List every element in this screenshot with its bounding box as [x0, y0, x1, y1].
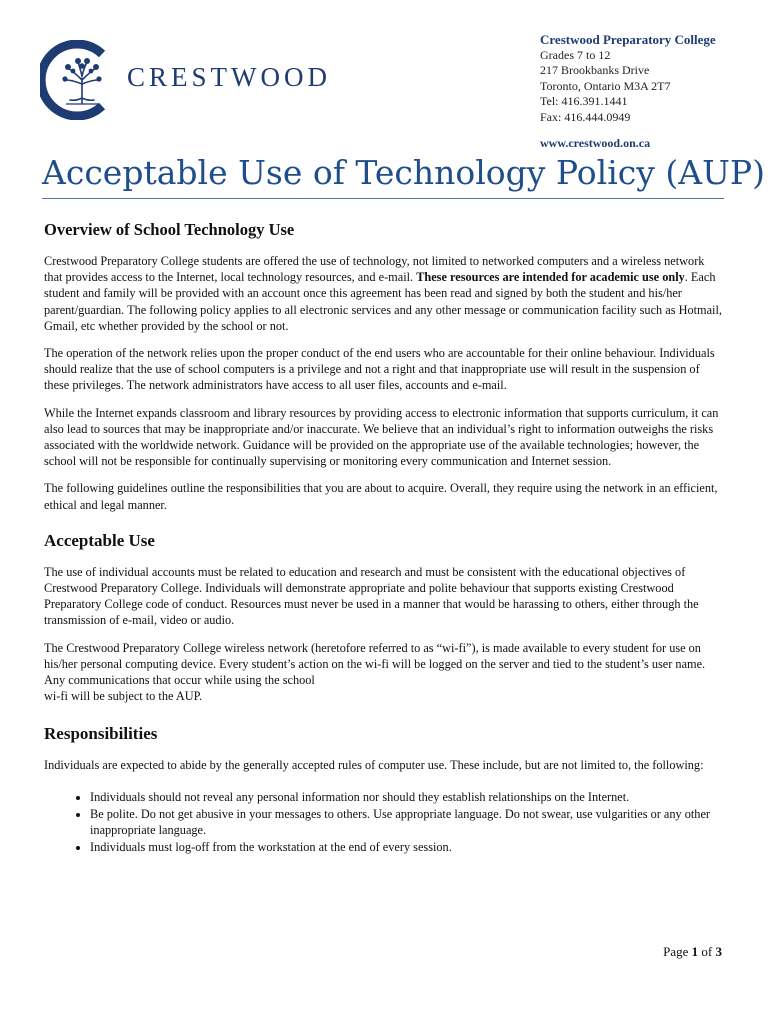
acceptable-use-p2-end: wi-fi will be subject to the AUP. [44, 689, 203, 704]
acceptable-use-paragraph-2 [44, 640, 724, 705]
grades-line: Grades 7 to 12 [540, 47, 611, 62]
document-body [44, 210, 724, 856]
overview-paragraph-3: While the Internet expands classroom and library resources by providing access to electronic information that supports curriculum, it can also lead to sources that may be inappropriate and/or inaccurate. We believe that an individual’s right to information outweighs the risks associated with the worldwide network. Guidance will be provided on the appropriate use of the available technologies; however, the school will not be responsible for continually supervising or monitoring every communication and Internet session. [44, 405, 719, 469]
acceptable-use-paragraph-1: The use of individual accounts must be related to education and research and must be consistent with the educational objectives of Crestwood Preparatory College. Individuals will demonstrate appropriate and polite behaviour that supports existing Crestwood Preparatory College code of conduct. Resources must never be used in a manner that would be harassing to others, either through the transmission of e-mail, video or audio. [44, 564, 699, 628]
address-line-1: 217 Brookbanks Drive [540, 63, 650, 77]
total-pages: 3 [715, 944, 722, 959]
overview-paragraph-1 [44, 253, 724, 334]
fax-line: Fax: 416.444.0949 [540, 109, 631, 124]
current-page: 1 [691, 944, 699, 959]
acceptable-use-heading: Acceptable Use [44, 530, 155, 550]
contact-block [540, 32, 716, 125]
telephone-line: Tel: 416.391.1441 [540, 94, 628, 108]
page-title: Acceptable Use of Technology Policy (AUP) [42, 153, 765, 192]
school-name: Crestwood Preparatory College [540, 32, 716, 47]
acceptable-use-p2-start: The Crestwood Preparatory College wireless network (heretofore referred to as “wi-fi”), is made available to every student for use on his/her personal computing device. Every student’s action on the wi-fi will be logged on the server and tied to the student’s user name. Any communications that occur while using the school [44, 640, 706, 688]
website-link[interactable]: www.crestwood.on.ca [540, 136, 651, 150]
tree-icon [40, 40, 120, 120]
overview-p1-start: Crestwood Preparatory College students are offered the use of technology, not limited to networked computers and a wireless network that provides access to the Internet, local technology resources, and e-mail. [44, 254, 705, 285]
list-item: • Individuals must log-off from the workstation at the end of every session. [90, 839, 724, 855]
responsibilities-intro: Individuals are expected to abide by the generally accepted rules of computer use. These include, but are not limited to, the following: [44, 758, 704, 773]
overview-paragraph-2: The operation of the network relies upon the proper conduct of the end users who are accountable for their online behaviour. Individuals should realize that the use of school computers is a privilege and not a right and that inappropriate use will result in the suspension of these privileges. The network administrators have access to all user files, accounts and e-mail. [44, 346, 715, 393]
overview-p1-end: . Each student and family will be provided with an account once this agreement has been read and signed by both the student and his/her parent/guardian. The following policy applies to all electronic services and any other message or communication facility such as Hotmail, Gmail, etc whether provided by the school or not. [44, 270, 722, 333]
list-item: • Be polite. Do not get abusive in your messages to others. Use appropriate language. Do not swear, use vulgarities or any other inappropriate language. [90, 806, 724, 838]
crestwood-logo-emblem [40, 40, 120, 120]
overview-paragraph-4: The following guidelines outline the responsibilities that you are about to acquire. Overall, they require using the network in an efficient, ethical and legal manner. [44, 481, 718, 512]
logo-wordmark: CRESTWOOD [127, 62, 331, 92]
title-divider [42, 198, 724, 199]
responsibilities-heading: Responsibilities [44, 724, 158, 744]
overview-heading: Overview of School Technology Use [44, 220, 295, 239]
page-word: Page [663, 944, 692, 959]
page-number [663, 944, 722, 960]
address-line-2: Toronto, Ontario M3A 2T7 [540, 78, 671, 93]
of-word: of [698, 944, 716, 959]
overview-p1-bold: These resources are intended for academic use only [416, 270, 685, 285]
responsibilities-list [44, 789, 724, 856]
list-item: • Individuals should not reveal any personal information nor should they establish relationships on the Internet. [90, 789, 724, 805]
